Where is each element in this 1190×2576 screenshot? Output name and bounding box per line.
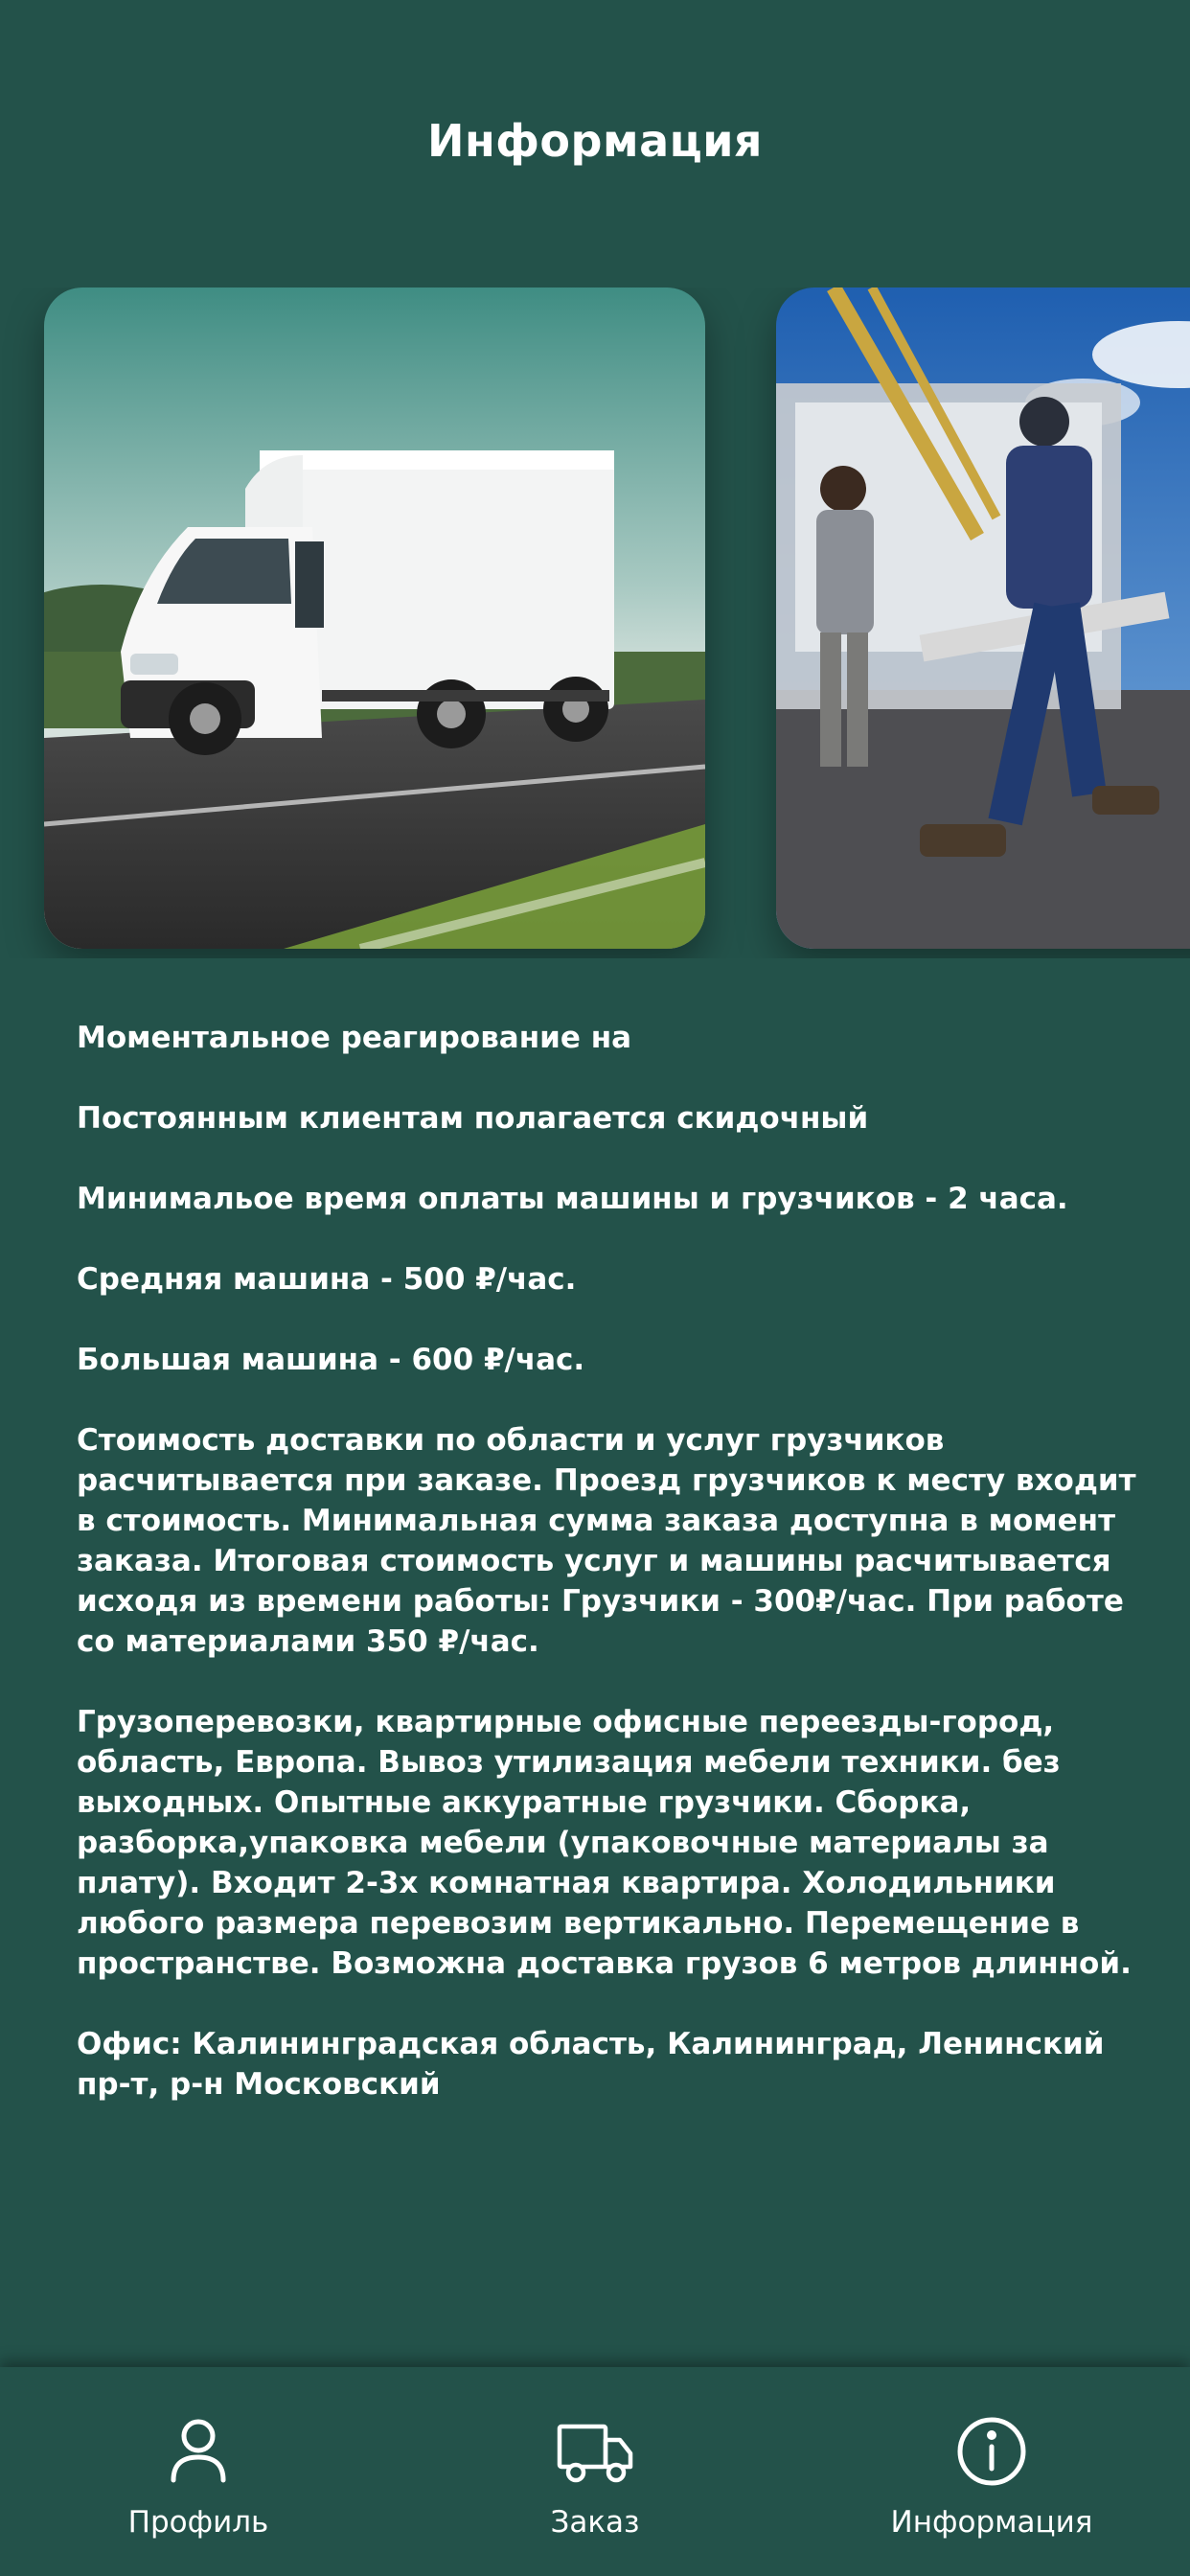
bottom-tab-bar	[0, 2367, 1190, 2576]
tab-order[interactable]	[397, 2367, 793, 2576]
page-title: Информация	[427, 115, 763, 167]
info-paragraph: Постоянным клиентам полагается скидочный	[77, 1101, 869, 1136]
truck-photo	[44, 288, 705, 949]
info-paragraph: Грузоперевозки, квартирные офисные переезды-город, область, Европа. Вывоз утилизация мебели техники. без выходных. Опытные аккуратные грузчики. Сборка, разборка,упаковка мебели (упаковочные материалы за плату). Входит 2-3х комнатная квартира. Холодильники любого размера перевозим вертикально. Перемещение в пространстве. Возможна доставка грузов 6 метров длинной.	[77, 1705, 1132, 1981]
movers-photo	[776, 288, 1190, 949]
tab-order-label: Заказ	[550, 2505, 640, 2540]
user-icon	[160, 2413, 237, 2490]
info-paragraph: Средняя машина - 500 ₽/час.	[77, 1262, 577, 1297]
tab-info[interactable]	[793, 2367, 1190, 2576]
info-icon	[953, 2413, 1030, 2490]
tab-profile[interactable]	[0, 2367, 397, 2576]
tab-info-label: Информация	[890, 2505, 1093, 2540]
info-paragraph: Большая машина - 600 ₽/час.	[77, 1343, 585, 1377]
info-text	[77, 1018, 1140, 2145]
truck-icon	[557, 2413, 633, 2490]
info-paragraph: Офис: Калининградская область, Калининград, Ленинский пр-т, р-н Московский	[77, 2027, 1105, 2102]
tab-profile-label: Профиль	[127, 2505, 269, 2540]
info-paragraph: Моментальное реагирование на	[77, 1021, 632, 1055]
image-carousel[interactable]	[0, 288, 1190, 958]
info-paragraph: Минимальое время оплаты машины и грузчиков - 2 часа.	[77, 1182, 1068, 1216]
info-paragraph: Стоимость доставки по области и услуг грузчиков расчитывается при заказе. Проезд грузчиков к месту входит в стоимость. Минимальная сумма заказа доступна в момент заказа. Итоговая стоимость услуг и машины расчитывается исходя из времени работы: Грузчики - 300₽/час. При работе со материалами 350 ₽/час.	[77, 1423, 1136, 1659]
